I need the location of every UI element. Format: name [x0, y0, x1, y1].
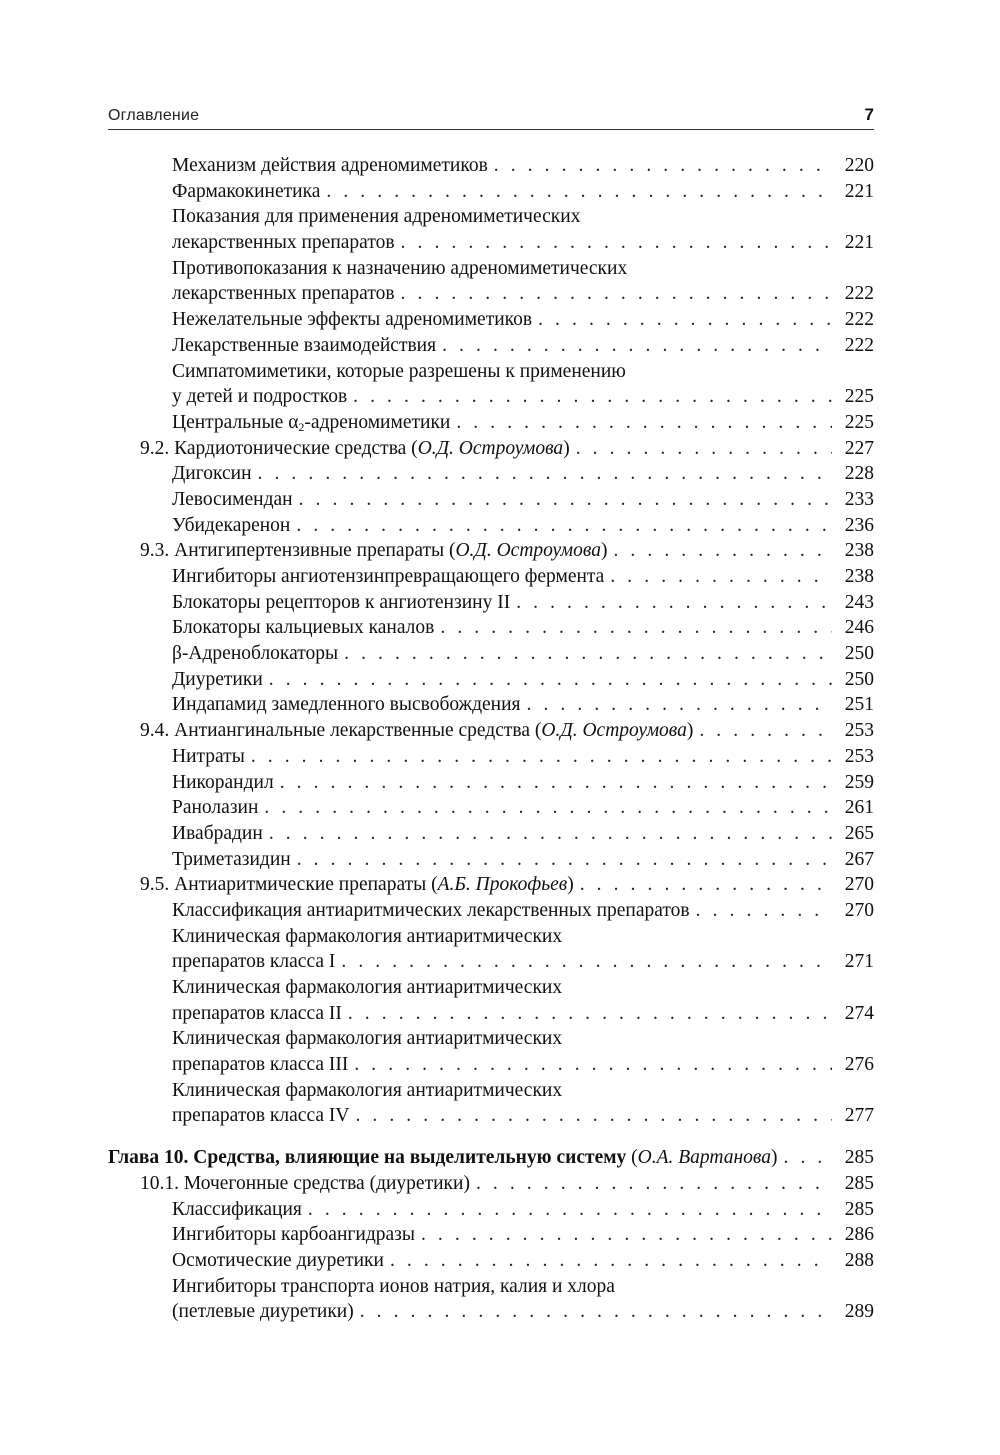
toc-page-number: 286 — [844, 1224, 874, 1246]
toc-entry[interactable] — [172, 1197, 1000, 1223]
toc-section-title — [140, 538, 607, 564]
toc-entry[interactable] — [172, 744, 1000, 770]
toc-page-number: 246 — [844, 617, 874, 639]
section-number: 9.5. — [140, 874, 170, 896]
toc-chapter-title — [108, 1145, 778, 1171]
toc-entry-title: Нитраты — [172, 745, 245, 767]
toc-entry[interactable] — [172, 795, 1000, 821]
leader-dots — [610, 564, 832, 590]
leader-dots — [269, 667, 832, 693]
toc-entry[interactable] — [172, 590, 1000, 616]
title-text: Кардиотонические средства ( — [174, 437, 418, 459]
toc-page-number: 288 — [844, 1249, 874, 1271]
toc-entry[interactable] — [172, 461, 1000, 487]
toc-entry[interactable] — [172, 692, 1000, 718]
leader-dots — [538, 307, 832, 333]
toc-page-number: 250 — [844, 668, 874, 690]
toc-entry[interactable] — [172, 1222, 1000, 1248]
author: О.А. Вартанова — [637, 1147, 771, 1169]
toc-entry-line[interactable] — [172, 256, 1000, 282]
leader-dots — [296, 513, 832, 539]
toc-entry-title: Ранолазин — [172, 797, 259, 819]
toc-entry-title: Блокаторы кальциевых каналов — [172, 617, 435, 639]
toc-entry-title: Симпатомиметики, которые разрешены к применению — [172, 360, 626, 382]
toc-entry[interactable] — [172, 384, 1000, 410]
toc-section[interactable] — [140, 872, 1000, 898]
leader-dots — [440, 615, 832, 641]
toc-entry-title: Показания для применения адреномиметических — [172, 206, 581, 228]
leader-dots — [476, 1171, 832, 1197]
toc-page-number: 271 — [844, 951, 874, 973]
toc-entry-title: Дигоксин — [172, 463, 252, 485]
toc-entry-title: Блокаторы рецепторов к ангиотензину II — [172, 591, 511, 613]
toc-page-number: 236 — [844, 514, 874, 536]
toc-section-title — [140, 436, 570, 462]
toc-page-number: 285 — [844, 1147, 874, 1169]
toc-entry-title: препаратов класса III — [172, 1054, 349, 1076]
leader-dots — [696, 898, 832, 924]
toc-page-number: 221 — [844, 232, 874, 254]
toc-page-number: 225 — [844, 386, 874, 408]
title-text: -адреномиметики — [304, 411, 451, 433]
toc-page-number: 289 — [844, 1301, 874, 1323]
leader-dots — [264, 795, 832, 821]
leader-dots — [360, 1299, 832, 1325]
toc-entry-title: Индапамид замедленного высвобождения — [172, 694, 521, 716]
toc-entry-title: Ингибиторы карбоангидразы — [172, 1224, 415, 1246]
toc-page-number: 238 — [844, 566, 874, 587]
toc-entry-title: Механизм действия адреномиметиков — [172, 155, 488, 176]
toc-entry-title — [172, 410, 450, 436]
title-text: Антигипертензивные препараты ( — [174, 540, 456, 562]
toc-page-number: 238 — [844, 540, 874, 562]
leader-dots — [344, 641, 832, 667]
leader-dots — [280, 770, 832, 796]
leader-dots — [401, 230, 832, 256]
toc-entry[interactable] — [172, 230, 1000, 256]
toc-entry[interactable] — [172, 281, 1000, 307]
running-head-title: Оглавление — [108, 107, 200, 124]
leader-dots — [401, 281, 832, 307]
toc-entry-title: препаратов класса II — [172, 1002, 342, 1024]
leader-dots — [390, 1248, 832, 1274]
toc-entry-title: препаратов класса IV — [172, 1105, 350, 1127]
leader-dots — [494, 153, 832, 179]
toc-page-number: 225 — [844, 411, 874, 433]
toc-entry-line[interactable] — [172, 1274, 1000, 1300]
toc-page-number: 274 — [844, 1002, 874, 1024]
toc-entry-title: Ингибиторы ангиотензинпревращающего фермента — [172, 566, 605, 587]
toc-entry-title: Классификация — [172, 1198, 302, 1220]
leader-dots — [341, 949, 832, 975]
toc-entry-title: Противопоказания к назначению адреномиметических — [172, 257, 628, 279]
leader-dots — [297, 847, 832, 873]
toc-page-number: 222 — [844, 309, 874, 331]
page-number: 7 — [864, 105, 874, 124]
paren: ) — [567, 874, 574, 896]
toc-entry-line[interactable] — [172, 359, 1000, 385]
toc-section-title — [140, 1171, 470, 1197]
toc-page-number: 265 — [844, 822, 874, 844]
toc-entry-title: Диуретики — [172, 668, 263, 690]
toc-entry[interactable] — [172, 1001, 1000, 1027]
toc-entry[interactable] — [172, 821, 1000, 847]
toc-entry-title: (петлевые диуретики) — [172, 1301, 354, 1323]
leader-dots — [308, 1197, 832, 1223]
toc-entry[interactable] — [172, 410, 1000, 436]
toc-page-number: 228 — [844, 463, 874, 485]
toc-entry-title: Клиническая фармакология антиаритмических — [172, 1028, 563, 1050]
toc-entry-title: Убидекаренон — [172, 514, 291, 536]
paren: ) — [563, 437, 570, 459]
toc-entry[interactable] — [172, 1052, 1000, 1078]
leader-dots — [456, 410, 832, 436]
paren: ) — [600, 540, 608, 562]
paren: ) — [771, 1147, 778, 1169]
toc-section-title — [140, 718, 693, 744]
leader-dots — [784, 1145, 833, 1171]
leader-dots — [421, 1222, 832, 1248]
section-number: 10.1. — [140, 1172, 179, 1194]
toc-page-number: 233 — [844, 488, 874, 510]
leader-dots — [353, 384, 832, 410]
toc-entry[interactable] — [172, 898, 1000, 924]
toc-section[interactable] — [140, 538, 1000, 564]
toc-page-number: 220 — [844, 155, 874, 176]
paren: ) — [686, 720, 694, 742]
toc-entry[interactable] — [172, 564, 1000, 590]
toc-entry-title: Лекарственные взаимодействия — [172, 334, 437, 356]
toc-entry[interactable] — [172, 333, 1000, 359]
toc-entry-title: Нежелательные эффекты адреномиметиков — [172, 309, 533, 331]
toc-entry[interactable] — [172, 949, 1000, 975]
toc-page-number: 270 — [844, 899, 874, 921]
toc-page-number: 222 — [844, 334, 874, 356]
toc-page-number: 227 — [844, 437, 874, 459]
author: О.Д. Остроумова — [541, 720, 687, 742]
subscript: 2 — [298, 419, 305, 434]
toc-entry[interactable] — [172, 1103, 1000, 1129]
leader-dots — [580, 872, 832, 898]
toc-entry-line[interactable] — [172, 204, 1000, 230]
running-head — [108, 103, 874, 130]
toc-entry-title: Клиническая фармакология антиаритмических — [172, 977, 563, 998]
toc-entry-title: лекарственных препаратов — [172, 232, 395, 254]
leader-dots — [251, 744, 832, 770]
toc-page-number: 243 — [844, 591, 874, 613]
leader-dots — [527, 692, 832, 718]
toc-entry[interactable] — [172, 641, 1000, 667]
toc-chapter[interactable] — [108, 1145, 1000, 1171]
toc-entry[interactable] — [172, 1299, 1000, 1325]
leader-dots — [354, 1052, 832, 1078]
leader-dots — [348, 1001, 832, 1027]
toc-page-number: 285 — [844, 1198, 874, 1220]
toc-page-number: 261 — [844, 797, 874, 819]
toc-entry-title: Фармакокинетика — [172, 180, 321, 202]
toc-entry[interactable] — [172, 847, 1000, 873]
toc-entry-title: Левосимендан — [172, 488, 293, 510]
toc-section-title — [140, 872, 574, 898]
toc-entry-title: у детей и подростков — [172, 386, 348, 408]
toc-entry[interactable] — [172, 1248, 1000, 1274]
author: А.Б. Прокофьев — [437, 874, 568, 896]
toc-page-number: 222 — [844, 283, 874, 305]
leader-dots — [516, 590, 832, 616]
toc-entry-title: β-Адреноблокаторы — [172, 643, 339, 665]
toc-entry-line[interactable] — [172, 1026, 1000, 1052]
title-text: Антиаритмические препараты ( — [174, 874, 438, 896]
toc-entry-line[interactable] — [172, 1078, 1000, 1104]
section-number: 9.4. — [140, 720, 170, 742]
toc-entry[interactable] — [172, 487, 1000, 513]
table-of-contents — [0, 153, 1000, 1325]
toc-entry-title: Классификация антиаритмических лекарственных препаратов — [172, 899, 690, 921]
toc-entry-title: Никорандил — [172, 771, 274, 793]
leader-dots — [326, 179, 832, 205]
toc-section[interactable] — [140, 1171, 1000, 1197]
leader-dots — [442, 333, 832, 359]
toc-entry-title: Ингибиторы транспорта ионов натрия, калия и хлора — [172, 1275, 615, 1297]
toc-entry-title: Клиническая фармакология антиаритмических — [172, 925, 563, 947]
toc-entry[interactable] — [172, 179, 1000, 205]
toc-page-number: 253 — [844, 720, 874, 742]
toc-entry-title: лекарственных препаратов — [172, 283, 395, 305]
toc-page-number: 285 — [844, 1172, 874, 1194]
leader-dots — [613, 538, 832, 564]
toc-page-number: 221 — [844, 180, 874, 202]
toc-entry[interactable] — [172, 153, 1000, 179]
toc-page-number: 277 — [844, 1105, 874, 1127]
title-text: Антиангинальные лекарственные средства ( — [174, 720, 542, 742]
toc-entry-title: Триметазидин — [172, 848, 291, 870]
leader-dots — [699, 718, 832, 744]
toc-page-number: 267 — [844, 848, 874, 870]
toc-entry[interactable] — [172, 615, 1000, 641]
leader-dots — [355, 1103, 832, 1129]
toc-entry[interactable] — [172, 667, 1000, 693]
toc-entry-title: препаратов класса I — [172, 951, 336, 973]
paren: ( — [626, 1147, 638, 1169]
section-number: 9.2. — [140, 437, 170, 459]
toc-page-number: 259 — [844, 771, 874, 793]
leader-dots — [269, 821, 832, 847]
leader-dots — [258, 461, 832, 487]
toc-entry-title: Ивабрадин — [172, 822, 263, 844]
toc-entry-title: Клиническая фармакология антиаритмических — [172, 1079, 563, 1101]
toc-entry-title: Осмотические диуретики — [172, 1249, 384, 1271]
toc-entry[interactable] — [172, 513, 1000, 539]
toc-page-number: 253 — [844, 745, 874, 767]
title-text: Мочегонные средства (диуретики) — [183, 1172, 470, 1194]
toc-entry[interactable] — [172, 770, 1000, 796]
toc-entry[interactable] — [172, 307, 1000, 333]
author: О.Д. Остроумова — [417, 437, 564, 459]
leader-dots — [299, 487, 832, 513]
toc-section[interactable] — [140, 718, 1000, 744]
toc-page-number: 276 — [844, 1054, 874, 1076]
toc-page-number: 250 — [844, 643, 874, 665]
author: О.Д. Остроумова — [455, 540, 601, 562]
chapter-label: Глава 10. Средства, влияющие на выделительную систему — [108, 1147, 627, 1169]
title-text: Центральные α — [172, 411, 299, 433]
toc-entry-line[interactable] — [172, 975, 1000, 1001]
toc-entry-line[interactable] — [172, 924, 1000, 950]
toc-page-number: 270 — [844, 874, 874, 896]
toc-section[interactable] — [140, 436, 1000, 462]
section-number: 9.3. — [140, 540, 170, 562]
toc-page-number: 251 — [844, 694, 874, 716]
leader-dots — [576, 436, 832, 462]
